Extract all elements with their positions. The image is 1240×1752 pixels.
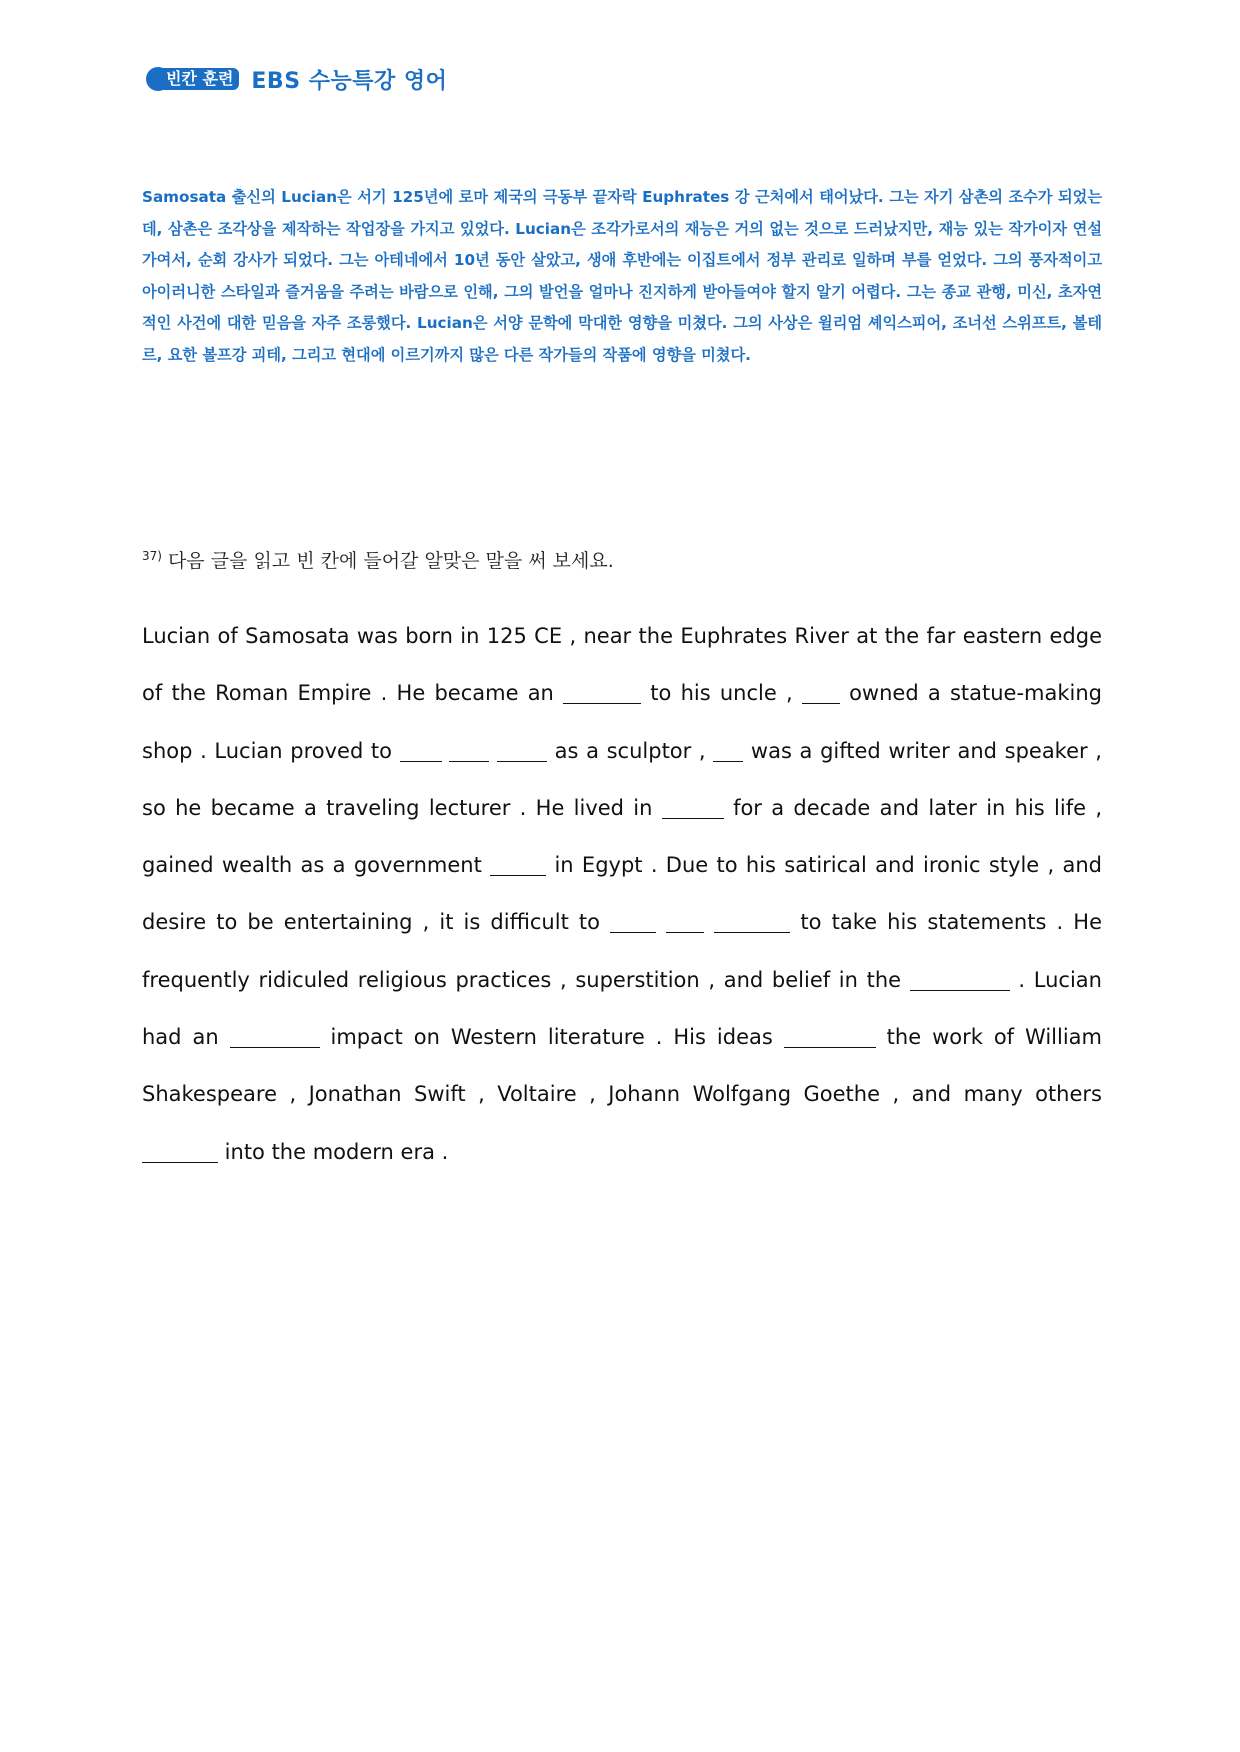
passage-text: into the modern era . bbox=[218, 1139, 449, 1164]
passage-text: to his uncle , bbox=[641, 681, 802, 706]
blank-12[interactable] bbox=[910, 969, 1010, 991]
passage-text: as a sculptor , bbox=[546, 738, 714, 763]
blank-1[interactable] bbox=[563, 682, 641, 704]
blank-11[interactable] bbox=[714, 911, 790, 933]
blank-4[interactable] bbox=[449, 740, 489, 762]
question-text: 다음 글을 읽고 빈 칸에 들어갈 알맞은 말을 써 보세요. bbox=[167, 550, 614, 572]
question-number: 37) bbox=[142, 548, 162, 563]
passage-text: impact on Western literature . His ideas bbox=[319, 1025, 784, 1050]
korean-summary: Samosata 출신의 Lucian은 서기 125년에 로마 제국의 극동부 끝자락 Euphrates 강 근처에서 태어났다. 그는 자기 삼촌의 조수가 되었는데, 삼촌은 조각상을 제작하는 작업장을 가지고 있었다. Lucian은 조각가로서의 재능은 거의 없는 것으로 드러났지만, 재능 있는 작가이자 연설가여서, 순회 강사가 되었다. 그는 아테네에서 10년 동안 살았고, 생애 후반에는 이집트에서 정부 관리로 일하며 부를 얻었다. 그의 풍자적이고 아이러니한 스타일과 즐거움을 주려는 바람으로 인해, 그의 발언을 얼마나 진지하게 받아들여야 할지 알기 어렵다. 그는 종교 관행, 미신, 초자연적인 사건에 대한 믿음을 자주 조롱했다. Lucian은 서양 문학에 막대한 영향을 미쳤다. 그의 사상은 윌리엄 셰익스피어, 조너선 스위프트, 볼테르, 요한 볼프강 괴테, 그리고 현대에 이르기까지 많은 다른 작가들의 작품에 영향을 미쳤다. bbox=[142, 188, 1102, 364]
blank-15[interactable] bbox=[142, 1141, 218, 1163]
blank-6[interactable] bbox=[713, 740, 743, 762]
blank-14[interactable] bbox=[784, 1026, 876, 1048]
section-badge bbox=[146, 67, 239, 91]
worksheet-header bbox=[146, 62, 447, 96]
blank-8[interactable] bbox=[490, 854, 546, 876]
header-title: EBS 수능특강 영어 bbox=[251, 68, 448, 94]
passage-text: for a decade and later in his life , gained wealth as a government bbox=[142, 795, 1102, 878]
passage-text: . Lucian had an bbox=[142, 967, 1102, 1050]
passage-text: owned a statue-making shop . Lucian proved to bbox=[142, 681, 1102, 763]
blank-5[interactable] bbox=[497, 740, 547, 762]
passage-paragraph bbox=[142, 608, 1102, 1181]
question-prompt bbox=[142, 546, 614, 573]
blank-13[interactable] bbox=[230, 1026, 320, 1048]
passage-text: Lucian of Samosata was born in 125 CE , near the Euphrates River at the far eastern edge of the Roman Empire . He became an bbox=[142, 624, 1102, 706]
blank-3[interactable] bbox=[400, 740, 442, 762]
passage-text: the work of William Shakespeare , Jonathan Swift , Voltaire , Johann Wolfgang Goethe , and many others bbox=[142, 1025, 1102, 1107]
blank-2[interactable] bbox=[802, 682, 840, 704]
passage-text: was a gifted writer and speaker , so he became a traveling lecturer . He lived in bbox=[142, 738, 1102, 820]
blank-7[interactable] bbox=[662, 797, 724, 819]
passage-text: in Egypt . Due to his satirical and ironic style , and desire to be entertaining , it is difficult to bbox=[142, 853, 1102, 935]
passage bbox=[142, 608, 1102, 1181]
badge-label: 빈칸 훈련 bbox=[158, 68, 239, 90]
blank-9[interactable] bbox=[610, 911, 656, 933]
passage-text: to take his statements . He frequently ridiculed religious practices , superstition , and belief in the bbox=[142, 910, 1102, 992]
blank-10[interactable] bbox=[666, 911, 704, 933]
